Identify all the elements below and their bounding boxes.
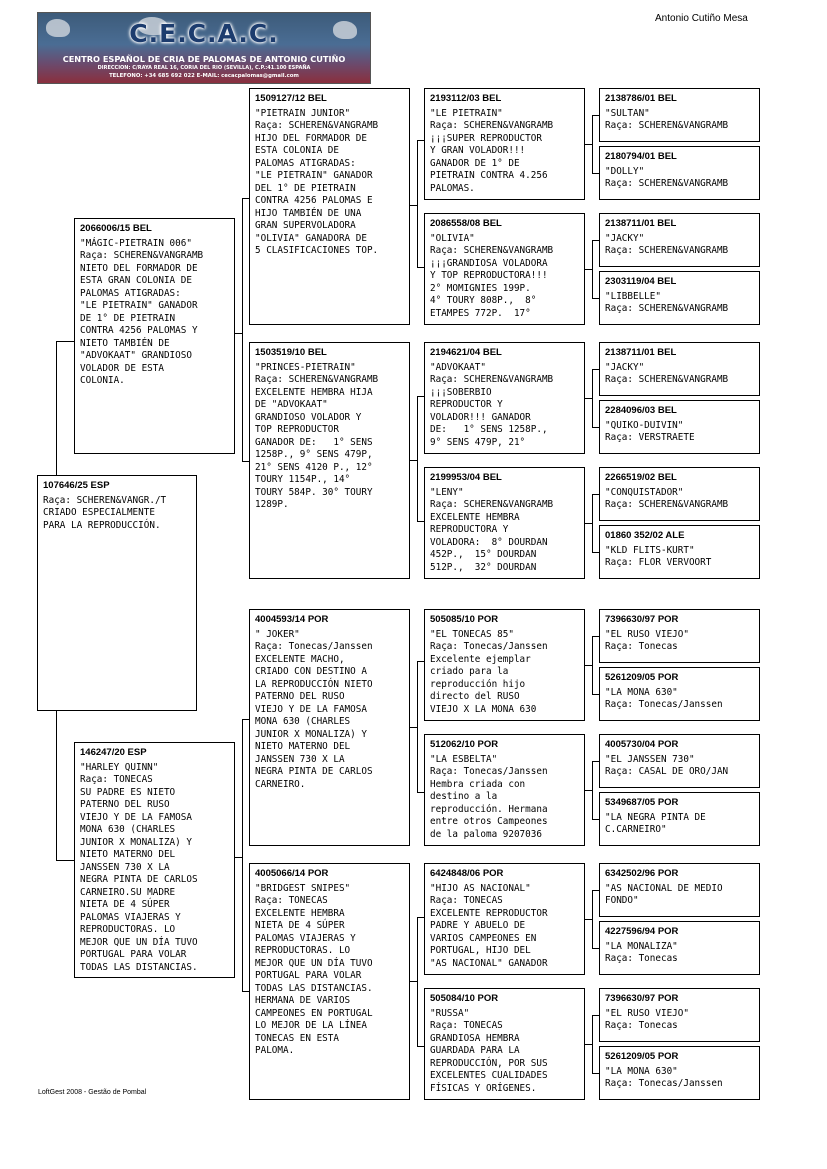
pigeon-description: "PRINCES-PIETRAIN" Raça: SCHEREN&VANGRAMB EXCELENTE HEMBRA HIJA DE "ADVOKAAT" GRANDIOSO VOLADOR Y TOP REPRODUCTOR GANADOR DE: 1° SENS 1258P., 9° SENS 479P, 21° SENS 4120 P., 12° TOURY 1154P., 14° TOURY 584P. 30° TOURY 1289P. <box>255 361 379 510</box>
connector-line <box>592 427 599 428</box>
pigeon-description: "EL RUSO VIEJO" Raça: Tonecas <box>605 1007 689 1031</box>
ancestor-card[interactable] <box>599 88 760 142</box>
pigeon-description: " JOKER" Raça: Tonecas/Janssen EXCELENTE MACHO, CRIADO CON DESTINO A LA REPRODUCCIÓN NIETO PATERNO DEL RUSO VIEJO Y DE LA FAMOSA MONA 630 (CHARLES JUNIOR X MONALIZA) Y NIETO MATERNO DEL JANSSEN 730 X LA NEGRA PINTA DE CARLOS CARNEIRO. <box>255 628 373 790</box>
cecac-logo-banner <box>37 12 371 84</box>
connector-line <box>592 494 599 495</box>
ring-number: 7396630/97 POR <box>605 993 679 1004</box>
connector-line <box>592 298 599 299</box>
ring-number: 505085/10 POR <box>430 614 499 625</box>
connector-line <box>417 396 424 397</box>
ring-number: 4227596/94 POR <box>605 926 679 937</box>
ring-number: 2086558/08 BEL <box>430 218 502 229</box>
ring-number: 4005066/14 POR <box>255 868 329 879</box>
ancestor-card[interactable] <box>599 863 760 917</box>
ring-number: 2180794/01 BEL <box>605 151 677 162</box>
grandparent-card[interactable] <box>249 609 410 846</box>
connector-line <box>585 523 592 524</box>
ring-number: 107646/25 ESP <box>43 480 110 491</box>
pigeon-description: "MÁGIC-PIETRAIN 006" Raça: SCHEREN&VANGRAMB NIETO DEL FORMADOR DE ESTA GRAN COLONIA DE PALOMAS ATIGRADAS: "LE PIETRAIN" GANADOR DE 1° DE PIETRAIN CONTRA 4256 PALOMAS Y NIETO TAMBIÉN DE "ADVOKAAT" GRANDIOSO VOLADOR DE ESTA COLONIA. <box>80 237 204 386</box>
great-grandparent-card[interactable] <box>424 609 585 721</box>
ancestor-card[interactable] <box>599 1046 760 1100</box>
pigeon-description: "EL RUSO VIEJO" Raça: Tonecas <box>605 628 689 652</box>
great-grandparent-card[interactable] <box>424 734 585 846</box>
grandparent-card[interactable] <box>249 88 410 325</box>
connector-line <box>242 461 249 462</box>
pigeon-description: "DOLLY" Raça: SCHEREN&VANGRAMB <box>605 165 729 189</box>
pigeon-description: "LA MONALIZA" Raça: Tonecas <box>605 940 678 964</box>
pigeon-description: "LA NEGRA PINTA DE C.CARNEIRO" <box>605 811 706 835</box>
grandparent-card[interactable] <box>249 342 410 579</box>
connector-line <box>592 636 599 637</box>
ring-number: 505084/10 POR <box>430 993 499 1004</box>
logo-title: C.E.C.A.C. <box>129 19 279 48</box>
ancestor-card[interactable] <box>599 213 760 267</box>
ancestor-card[interactable] <box>599 667 760 721</box>
sire-card[interactable] <box>74 218 235 454</box>
connector-line <box>242 719 249 720</box>
connector-line <box>592 115 593 173</box>
ring-number: 5261209/05 POR <box>605 1051 679 1062</box>
great-grandparent-card[interactable] <box>424 342 585 454</box>
ancestor-card[interactable] <box>599 271 760 325</box>
connector-line <box>417 917 418 1046</box>
connector-line <box>242 198 249 199</box>
great-grandparent-card[interactable] <box>424 88 585 200</box>
pigeon-description: "LENY" Raça: SCHEREN&VANGRAMB EXCELENTE HEMBRA REPRODUCTORA Y VOLADORA: 8° DOURDAN 452P., 15° DOURDAN 512P., 32° DOURDAN <box>430 486 554 573</box>
connector-line <box>585 269 592 270</box>
ring-number: 2138711/01 BEL <box>605 218 677 229</box>
ring-number: 2138711/01 BEL <box>605 347 677 358</box>
ring-number: 4005730/04 POR <box>605 739 679 750</box>
connector-line <box>410 727 417 728</box>
pigeon-description: Raça: SCHEREN&VANGR./T CRIADO ESPECIALMENTE PARA LA REPRODUCCIÓN. <box>43 494 167 531</box>
pigeon-description: "QUIKO-DUIVIN" Raça: VERSTRAETE <box>605 419 695 443</box>
connector-line <box>417 792 424 793</box>
connector-line <box>585 790 592 791</box>
ring-number: 2199953/04 BEL <box>430 472 502 483</box>
ring-number: 5349687/05 POR <box>605 797 679 808</box>
connector-line <box>592 890 599 891</box>
connector-line <box>592 240 593 298</box>
pigeon-description: "HIJO AS NACIONAL" Raça: TONECAS EXCELENTE REPRODUCTOR PADRE Y ABUELO DE VARIOS CAMPEONES EN PORTUGAL, HIJO DEL "AS NACIONAL" GANADOR <box>430 882 548 969</box>
ring-number: 6424848/06 POR <box>430 868 504 879</box>
pigeon-description: "PIETRAIN JUNIOR" Raça: SCHEREN&VANGRAMB HIJO DEL FORMADOR DE ESTA COLONIA DE PALOMAS ATIGRADAS: "LE PIETRAIN" GANADOR DEL 1° DE PIETRAIN CONTRA 4256 PALOMAS E HIJO TAMBIÉN DE UNA GRAN SUPERVOLADORA "OLIVIA" GANADORA DE 5 CLASIFICACIONES TOP. <box>255 107 379 256</box>
connector-line <box>417 1046 424 1047</box>
ring-number: 2284096/03 BEL <box>605 405 677 416</box>
pigeon-description: "LIBBELLE" Raça: SCHEREN&VANGRAMB <box>605 290 729 314</box>
connector-line <box>235 333 242 334</box>
ring-number: 01860 352/02 ALE <box>605 530 685 541</box>
ring-number: 6342502/96 POR <box>605 868 679 879</box>
dam-card[interactable] <box>74 742 235 978</box>
connector-line <box>592 369 593 427</box>
pigeon-description: "OLIVIA" Raça: SCHEREN&VANGRAMB ¡¡¡GRANDIOSA VOLADORA Y TOP REPRODUCTORA!!! 2° MOMIGNIES 199P. 4° TOURY 808P., 8° ETAMPES 772P. 17° <box>430 232 554 319</box>
connector-line <box>585 665 592 666</box>
pigeon-description: "LA MONA 630" Raça: Tonecas/Janssen <box>605 686 723 710</box>
pigeon-description: "BRIDGEST SNIPES" Raça: TONECAS EXCELENTE HEMBRA NIETA DE 4 SÚPER PALOMAS VIAJERAS Y REPRODUCTORAS. LO MEJOR QUE UN DÍA TUVO PORTUGAL PARA VOLAR TODAS LAS DISTANCIAS. HERMANA DE VARIOS CAMPEONES EN PORTUGAL LO MEJOR DE LA LÍNEA TONECAS EN ESTA PALOMA. <box>255 882 373 1056</box>
connector-line <box>235 857 242 858</box>
connector-line <box>417 396 418 521</box>
connector-line <box>417 140 424 141</box>
ancestor-card[interactable] <box>599 400 760 454</box>
pigeon-description: "JACKY" Raça: SCHEREN&VANGRAMB <box>605 232 729 256</box>
ancestor-card[interactable] <box>599 146 760 200</box>
ring-number: 146247/20 ESP <box>80 747 147 758</box>
great-grandparent-card[interactable] <box>424 863 585 975</box>
connector-line <box>592 1015 593 1073</box>
ancestor-card[interactable] <box>599 525 760 579</box>
ancestor-card[interactable] <box>599 988 760 1042</box>
software-footer: LoftGest 2008 - Gestão de Pombal <box>38 1089 147 1096</box>
connector-line <box>242 198 243 461</box>
connector-line <box>410 205 417 206</box>
connector-line <box>592 948 599 949</box>
pigeon-description: "AS NACIONAL DE MEDIO FONDO" <box>605 882 723 906</box>
connector-line <box>592 369 599 370</box>
pigeon-description: "LE PIETRAIN" Raça: SCHEREN&VANGRAMB ¡¡¡SUPER REPRODUCTOR Y GRAN VOLADOR!!! GANADOR DE 1° DE PIETRAIN CONTRA 4.256 PALOMAS. <box>430 107 554 194</box>
connector-line <box>592 761 593 819</box>
ring-number: 2193112/03 BEL <box>430 93 502 104</box>
connector-line <box>242 991 249 992</box>
ancestor-card[interactable] <box>599 609 760 663</box>
connector-line <box>592 1073 599 1074</box>
connector-line <box>592 494 593 552</box>
connector-line <box>56 341 57 475</box>
connector-line <box>417 917 424 918</box>
connector-line <box>585 919 592 920</box>
connector-line <box>592 819 599 820</box>
ring-number: 4004593/14 POR <box>255 614 329 625</box>
connector-line <box>585 1044 592 1045</box>
pigeon-description: "JACKY" Raça: SCHEREN&VANGRAMB <box>605 361 729 385</box>
great-grandparent-card[interactable] <box>424 467 585 579</box>
ring-number: 1503519/10 BEL <box>255 347 327 358</box>
subject-card[interactable] <box>37 475 197 711</box>
pigeon-description: "ADVOKAAT" Raça: SCHEREN&VANGRAMB ¡¡¡SOBERBIO REPRODUCTOR Y VOLADOR!!! GANADOR DE: 1° SENS 1258P., 9° SENS 479P, 21° <box>430 361 554 448</box>
ring-number: 7396630/97 POR <box>605 614 679 625</box>
great-grandparent-card[interactable] <box>424 988 585 1100</box>
connector-line <box>417 661 424 662</box>
pigeon-description: "HARLEY QUINN" Raça: TONECAS SU PADRE ES NIETO PATERNO DEL RUSO VIEJO Y DE LA FAMOSA MONA 630 (CHARLES JUNIOR X MONALIZA) Y NIETO MATERNO DEL JANSSEN 730 X LA NEGRA PINTA DE CARLOS CARNEIRO.SU MADRE NIETA DE 4 SÚPER PALOMAS VIAJERAS Y REPRODUCTORAS. LO MEJOR QUE UN DÍA TUVO PORTUGAL PARA VOLAR TODAS LAS DISTANCIAS. <box>80 761 198 973</box>
ancestor-card[interactable] <box>599 921 760 975</box>
connector-line <box>410 460 417 461</box>
ancestor-card[interactable] <box>599 792 760 846</box>
connector-line <box>417 661 418 792</box>
ring-number: 2266519/02 BEL <box>605 472 677 483</box>
connector-line <box>592 890 593 948</box>
connector-line <box>410 981 417 982</box>
connector-line <box>417 140 418 267</box>
connector-line <box>56 860 74 861</box>
ring-number: 1509127/12 BEL <box>255 93 327 104</box>
connector-line <box>417 267 424 268</box>
pigeon-description: "EL JANSSEN 730" Raça: CASAL DE ORO/JAN <box>605 753 729 777</box>
owner-name: Antonio Cutiño Mesa <box>655 13 748 24</box>
logo-contact: TELEFONO: +34 685 692 022 E-MAIL: cecacpalomas@gmail.com <box>109 73 299 79</box>
great-grandparent-card[interactable] <box>424 213 585 325</box>
connector-line <box>56 711 57 860</box>
pigeon-description: "KLD FLITS-KURT" Raça: FLOR VERVOORT <box>605 544 712 568</box>
connector-line <box>592 694 599 695</box>
connector-line <box>585 144 592 145</box>
connector-line <box>592 636 593 694</box>
pigeon-description: "SULTAN" Raça: SCHEREN&VANGRAMB <box>605 107 729 131</box>
ring-number: 2303119/04 BEL <box>605 276 677 287</box>
ancestor-card[interactable] <box>599 734 760 788</box>
ring-number: 2066006/15 BEL <box>80 223 152 234</box>
pigeon-description: "EL TONECAS 85" Raça: Tonecas/Janssen Excelente ejemplar criado para la reproducción hijo directo del RUSO VIEJO X LA MONA 630 <box>430 628 548 715</box>
connector-line <box>592 761 599 762</box>
ring-number: 2194621/04 BEL <box>430 347 502 358</box>
pigeon-description: "RUSSA" Raça: TONECAS GRANDIOSA HEMBRA GUARDADA PARA LA REPRODUCCIÓN, POR SUS EXCELENTES CUALIDADES FÍSICAS Y ORÍGENES. <box>430 1007 548 1094</box>
logo-address: DIRECCION: C/RAYA REAL 16, CORIA DEL RIO (SEVILLA), C.P.:41.100 ESPAÑA <box>97 65 311 71</box>
ring-number: 512062/10 POR <box>430 739 499 750</box>
ancestor-card[interactable] <box>599 467 760 521</box>
connector-line <box>592 240 599 241</box>
connector-line <box>592 173 599 174</box>
pigeon-description: "CONQUISTADOR" Raça: SCHEREN&VANGRAMB <box>605 486 729 510</box>
ancestor-card[interactable] <box>599 342 760 396</box>
pigeon-description: "LA ESBELTA" Raça: Tonecas/Janssen Hembra criada con destino a la reproducción. Hermana entre otros Campeones de la paloma 9207036 <box>430 753 548 840</box>
connector-line <box>592 1015 599 1016</box>
connector-line <box>242 719 243 991</box>
ring-number: 2138786/01 BEL <box>605 93 677 104</box>
connector-line <box>56 341 74 342</box>
connector-line <box>417 521 424 522</box>
connector-line <box>592 552 599 553</box>
connector-line <box>585 398 592 399</box>
ring-number: 5261209/05 POR <box>605 672 679 683</box>
logo-subtitle: CENTRO ESPAÑOL DE CRIA DE PALOMAS DE ANTONIO CUTIÑO <box>62 54 346 64</box>
pigeon-description: "LA MONA 630" Raça: Tonecas/Janssen <box>605 1065 723 1089</box>
connector-line <box>592 115 599 116</box>
grandparent-card[interactable] <box>249 863 410 1100</box>
